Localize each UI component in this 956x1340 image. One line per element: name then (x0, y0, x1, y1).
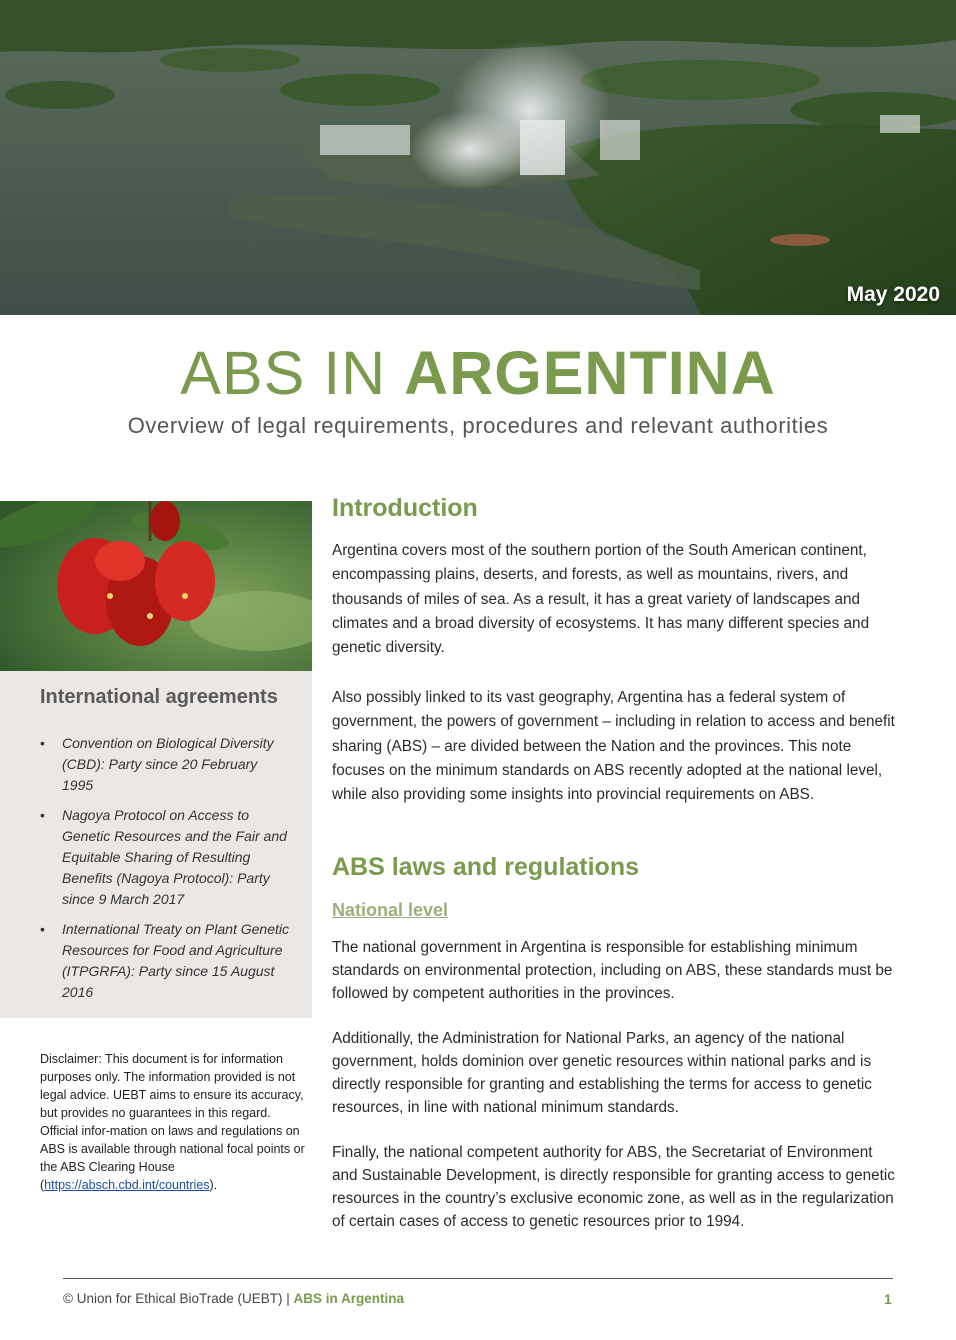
red-flower-illustration (0, 501, 312, 671)
page-title (0, 338, 956, 408)
hero-image (0, 0, 956, 315)
disclaimer (40, 1050, 312, 1194)
introduction-heading: Introduction (332, 494, 478, 522)
intro-paragraph-2: Also possibly linked to its vast geography, Argentina has a federal system of government, the powers of government – including in relation to access and benefit sharing (ABS) – are divided between the Nation and the provinces. This note focuses on the minimum standards on ABS recently adopted at the national level, while also providing some insights into provincial requirements on ABS. (332, 689, 895, 804)
bullet-icon: • (40, 921, 45, 937)
publication-date: May 2020 (846, 283, 940, 306)
flower-photo (0, 501, 312, 671)
waterfall-landscape-illustration (0, 0, 956, 315)
title-country: ARGENTINA (404, 339, 776, 407)
footer-doc-title: ABS in Argentina (293, 1291, 405, 1306)
intro-paragraph-1: Argentina covers most of the southern portion of the South American continent, encompassing plains, deserts, and forests, as well as mountains, rivers, and thousands of miles of sea. As a result, it has a great variety of landscapes and climates and a broad diversity of ecosystems. It has many different species and genetic diversity. (332, 542, 870, 657)
title-prefix: ABS IN (180, 339, 405, 407)
clearing-house-link[interactable]: https://absch.cbd.int/countries (44, 1178, 210, 1192)
agreement-text: Nagoya Protocol on Access to Genetic Resources and the Fair and Equitable Sharing of Resulting Benefits (Nagoya Protocol): Party since 9 March 2017 (62, 807, 287, 907)
agreements-list (40, 733, 290, 1012)
page-number: 1 (884, 1291, 892, 1307)
footer-copyright: © Union for Ethical BioTrade (UEBT) | (63, 1291, 294, 1306)
national-paragraph-3: Finally, the national competent authority for ABS, the Secretariat of Environment and Sustainable Development, is directly responsible for granting access to genetic resources in the country’s exclusive economic zone, as well as in the regularization of certain cases of access to genetic resources prior to 1994. (332, 1144, 895, 1230)
disclaimer-end: ). (209, 1178, 218, 1192)
list-item (40, 919, 290, 1003)
agreement-text: International Treaty on Plant Genetic Resources for Food and Agriculture (ITPGRFA): Party since 15 August 2016 (62, 921, 289, 1000)
footer-divider (63, 1278, 893, 1279)
list-item (40, 805, 290, 910)
bullet-icon: • (40, 735, 45, 751)
disclaimer-text: Disclaimer: This document is for information purposes only. The information provided is not legal advice. UEBT aims to ensure its accuracy, but provides no guarantees in this regard. Official infor-mation on laws and regulations on ABS is available through national focal points or the ABS Clearing House ( (40, 1052, 305, 1192)
national-paragraph-1: The national government in Argentina is responsible for establishing minimum standards on environmental protection, including on ABS, these standards must be followed by competent authorities in the provinces. (332, 939, 893, 1002)
bullet-icon: • (40, 807, 45, 823)
sidebar-heading: International agreements (40, 686, 278, 708)
national-paragraph-2: Additionally, the Administration for National Parks, an agency of the national government, holds dominion over genetic resources within national parks and is directly responsible for granting and establishing the terms for access to genetic resources, in line with national minimum standards. (332, 1030, 872, 1116)
laws-heading: ABS laws and regulations (332, 853, 640, 881)
agreement-text: Convention on Biological Diversity (CBD): Party since 20 February 1995 (62, 735, 274, 793)
list-item (40, 733, 290, 796)
footer-credit (63, 1291, 404, 1306)
national-level-heading: National level (332, 900, 449, 920)
page-subtitle: Overview of legal requirements, procedures and relevant authorities (127, 413, 829, 438)
